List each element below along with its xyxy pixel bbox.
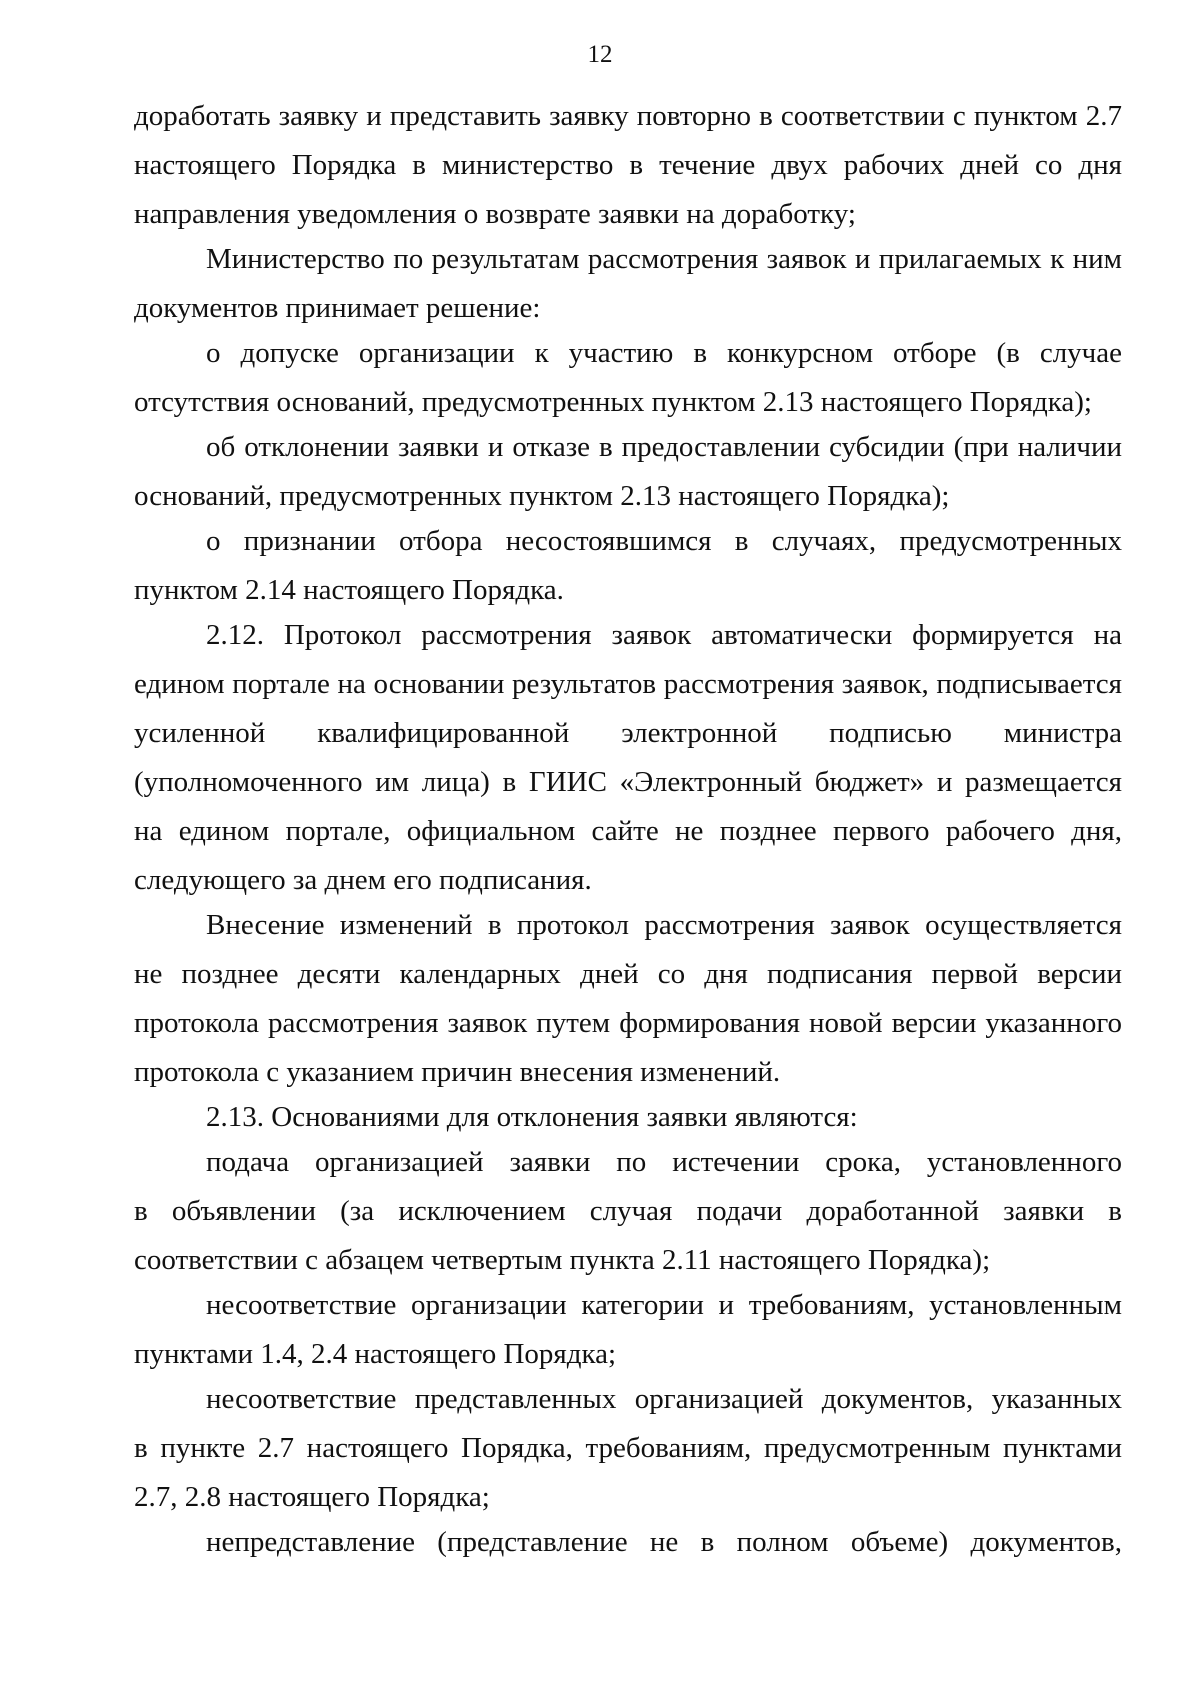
- document-body: [134, 92, 1122, 1567]
- paragraph: [134, 329, 1122, 427]
- text-line: непредставление (представление не в полном объеме) документов,: [206, 1526, 1122, 1558]
- paragraph: [134, 235, 1122, 333]
- text-line: в пункте 2.7 настоящего Порядка, требованиям, предусмотренным пунктами: [134, 1432, 1122, 1464]
- text-line: документов принимает решение:: [134, 292, 541, 324]
- text-line: Министерство по результатам рассмотрения заявок и прилагаемых к ним: [206, 243, 1122, 275]
- paragraph: [134, 1281, 1122, 1379]
- text-line: 2.7, 2.8 настоящего Порядка;: [134, 1481, 490, 1513]
- text-line: о допуске организации к участию в конкурсном отборе (в случае: [206, 337, 1122, 369]
- text-line: соответствии с абзацем четвертым пункта 2.11 настоящего Порядка);: [134, 1244, 991, 1276]
- paragraph: [134, 1093, 1122, 1142]
- text-line: едином портале на основании результатов рассмотрения заявок, подписывается: [134, 668, 1122, 700]
- text-line: подача организацией заявки по истечении срока, установленного: [206, 1146, 1122, 1178]
- text-line: протокола с указанием причин внесения изменений.: [134, 1056, 781, 1088]
- text-line: доработать заявку и представить заявку повторно в соответствии с пунктом 2.7: [134, 100, 1122, 132]
- text-line: пунктом 2.14 настоящего Порядка.: [134, 574, 564, 606]
- text-line: отсутствия оснований, предусмотренных пунктом 2.13 настоящего Порядка);: [134, 386, 1092, 418]
- paragraph: [134, 1375, 1122, 1522]
- paragraph: [134, 1138, 1122, 1285]
- page-number: 12: [587, 41, 613, 68]
- paragraph: [134, 611, 1122, 905]
- text-line: усиленной квалифицированной электронной подписью министра: [134, 717, 1122, 749]
- text-line: в объявлении (за исключением случая подачи доработанной заявки в: [134, 1195, 1122, 1227]
- text-line: не позднее десяти календарных дней со дня подписания первой версии: [134, 958, 1122, 990]
- text-line: несоответствие организации категории и требованиям, установленным: [206, 1289, 1122, 1321]
- text-line: о признании отбора несостоявшимся в случаях, предусмотренных: [206, 525, 1122, 557]
- text-line: несоответствие представленных организацией документов, указанных: [206, 1383, 1122, 1415]
- paragraph: [134, 92, 1122, 239]
- paragraph: [134, 423, 1122, 521]
- paragraph: [134, 1518, 1122, 1567]
- text-line: оснований, предусмотренных пунктом 2.13 настоящего Порядка);: [134, 480, 950, 512]
- text-line: следующего за днем его подписания.: [134, 864, 592, 896]
- text-line: (уполномоченного им лица) в ГИИС «Электронный бюджет» и размещается: [134, 766, 1122, 798]
- text-line: об отклонении заявки и отказе в предоставлении субсидии (при наличии: [206, 431, 1122, 463]
- text-line: пунктами 1.4, 2.4 настоящего Порядка;: [134, 1338, 617, 1370]
- paragraph: [134, 517, 1122, 615]
- text-line: Внесение изменений в протокол рассмотрения заявок осуществляется: [206, 909, 1122, 941]
- paragraph: [134, 901, 1122, 1097]
- text-line: 2.13. Основаниями для отклонения заявки являются:: [206, 1101, 858, 1133]
- text-line: протокола рассмотрения заявок путем формирования новой версии указанного: [134, 1007, 1122, 1039]
- text-line: на едином портале, официальном сайте не позднее первого рабочего дня,: [134, 815, 1122, 847]
- text-line: 2.12. Протокол рассмотрения заявок автоматически формируется на: [206, 619, 1122, 651]
- text-line: настоящего Порядка в министерство в течение двух рабочих дней со дня: [134, 149, 1122, 181]
- text-line: направления уведомления о возврате заявки на доработку;: [134, 198, 856, 230]
